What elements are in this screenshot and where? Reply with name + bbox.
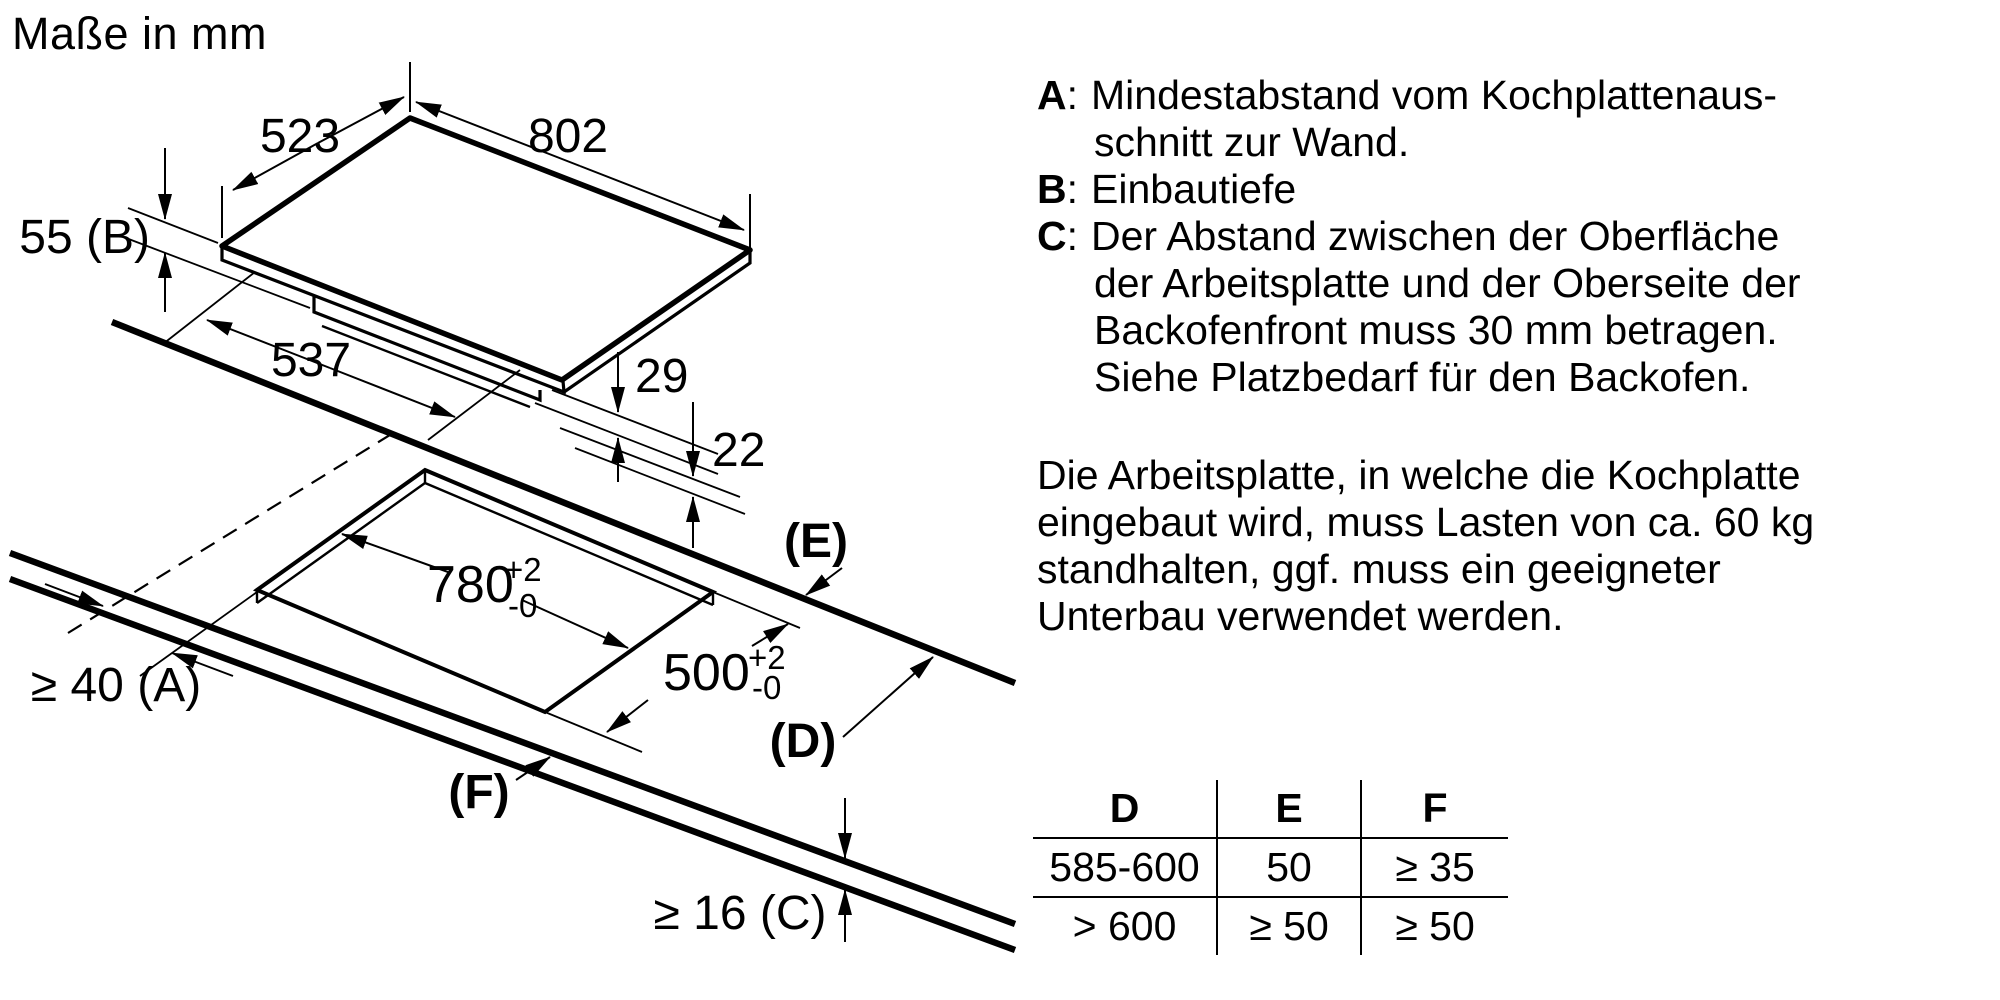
- dim-523: 523: [259, 110, 341, 163]
- col-header-e: E: [1217, 780, 1361, 838]
- dim-500-tol-minus: -0: [752, 669, 782, 706]
- note-line: standhalten, ggf. muss ein geeigneter: [1037, 546, 1721, 592]
- legend-letter: B: [1037, 166, 1067, 212]
- dim-500-tol-plus: +2: [748, 639, 786, 676]
- note-line: Unterbau verwendet werden.: [1037, 593, 1564, 639]
- legend-letter: A: [1037, 72, 1067, 118]
- cell-d: 585-600: [1033, 838, 1217, 897]
- cell-f: ≥ 35: [1361, 838, 1508, 897]
- dim-22: 22: [712, 424, 766, 477]
- dim-29: 29: [635, 350, 689, 403]
- worktop-note: [1037, 452, 1814, 640]
- legend-item-b: B: Einbautiefe: [1037, 166, 1297, 212]
- dim-802: 802: [527, 110, 609, 163]
- legend-item-c: C: Der Abstand zwischen der Oberfläche der Arbeitsplatte und der Oberseite der Backofenfront muss 30 mm betragen. Siehe Platzbedarf für den Backofen.: [1037, 213, 1801, 400]
- col-header-d: D: [1109, 785, 1140, 831]
- dim-780-tol-minus: -0: [508, 587, 538, 624]
- label-f: (F): [448, 766, 510, 819]
- legend-text: Einbautiefe: [1091, 166, 1297, 212]
- legend-text: der Arbeitsplatte und der Oberseite der: [1094, 260, 1801, 306]
- dim-16-c: ≥ 16 (C): [653, 887, 827, 940]
- wall-dashed-line: [68, 430, 398, 633]
- col-header-f: F: [1422, 785, 1448, 831]
- dim-780-tol-plus: +2: [504, 551, 542, 588]
- dim-40-a: ≥ 40 (A): [30, 659, 202, 712]
- legend: [1037, 72, 1801, 401]
- cell-e: 50: [1217, 838, 1361, 897]
- note-line: Die Arbeitsplatte, in welche die Kochplatte: [1037, 452, 1801, 498]
- table-row: [1033, 838, 1508, 897]
- dim-780: 780: [427, 556, 514, 614]
- page-title: Maße in mm: [12, 8, 268, 59]
- cell-f: ≥ 50: [1361, 897, 1508, 955]
- legend-text: Der Abstand zwischen der Oberfläche: [1091, 213, 1780, 259]
- clearance-table: [1033, 780, 1508, 955]
- legend-letter: C: [1037, 213, 1067, 259]
- dim-537: 537: [270, 334, 352, 387]
- legend-text: schnitt zur Wand.: [1094, 119, 1410, 165]
- cell-e: ≥ 50: [1217, 897, 1361, 955]
- dim-500: 500: [663, 644, 750, 702]
- table-row: [1033, 897, 1508, 955]
- dim-55-b: 55 (B): [19, 211, 150, 264]
- legend-text: Backofenfront muss 30 mm betragen.: [1094, 307, 1778, 353]
- table-header-row: [1033, 780, 1508, 838]
- cell-d: > 600: [1033, 897, 1217, 955]
- worktop-outline: [10, 322, 1015, 950]
- legend-text: Siehe Platzbedarf für den Backofen.: [1094, 354, 1751, 400]
- label-e: (E): [784, 515, 848, 568]
- legend-text: Mindestabstand vom Kochplattenaus-: [1091, 72, 1778, 118]
- legend-item-a: A: Mindestabstand vom Kochplattenaus- schnitt zur Wand.: [1037, 72, 1801, 166]
- label-d: (D): [769, 715, 837, 768]
- note-line: eingebaut wird, muss Lasten von ca. 60 kg: [1037, 499, 1815, 545]
